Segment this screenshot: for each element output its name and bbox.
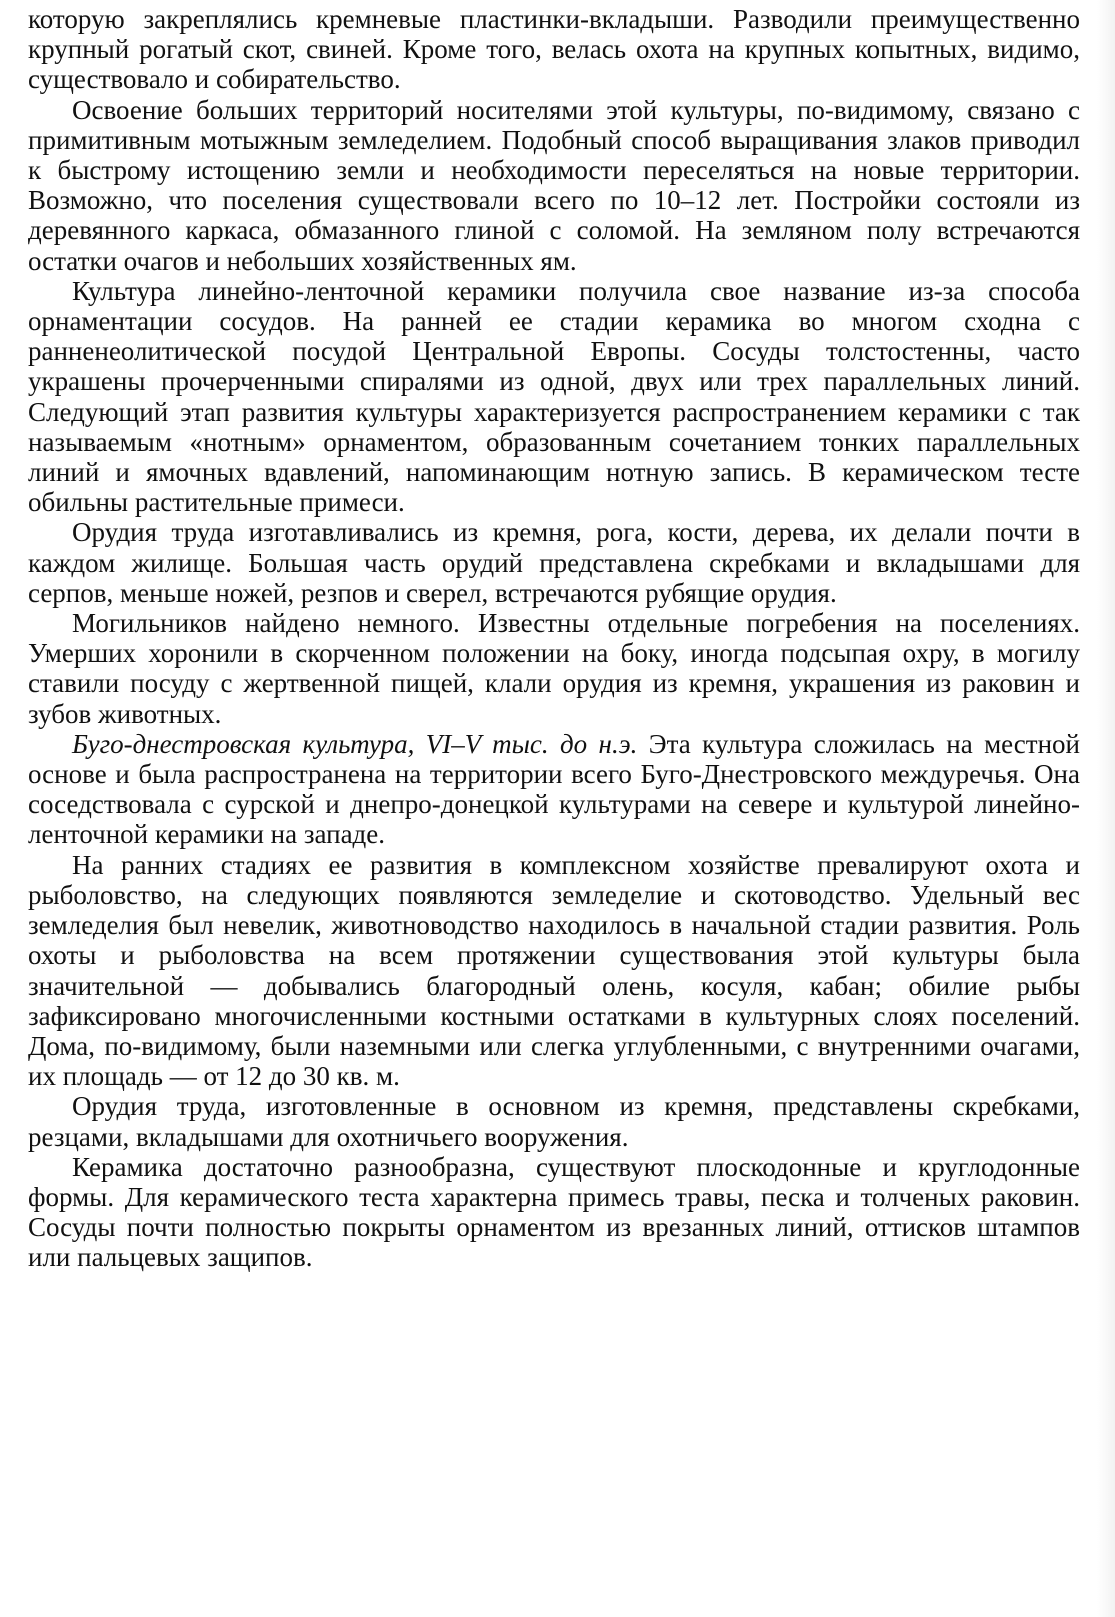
page-edge-shadow: [1097, 0, 1115, 1617]
paragraph-5-text: Могильников найдено немного. Известны отдельные погребения на поселениях. Умерших хоронили в скорченном положении на боку, иногда подсыпая охру, в могилу ставили посуду с жертвенной пищей, клали орудия из кремня, украшения из раковин и зубов животных.: [28, 608, 1080, 729]
paragraph-9: [28, 1152, 1080, 1273]
paragraph-8: [28, 1091, 1080, 1151]
paragraph-6: [28, 729, 1080, 850]
document-page: [28, 4, 1080, 1604]
paragraph-2: [28, 95, 1080, 276]
paragraph-2-text: Освоение больших территорий носителями этой культуры, по-видимому, связано с примитивным мотыжным земледелием. Подобный способ выращивания злаков приводил к быстрому истощению земли и необходимости переселяться на новые территории. Возможно, что поселения существовали всего по 10–12 лет. Постройки состояли из деревянного каркаса, обмазанного глиной с соломой. На земляном полу встречаются остатки очагов и небольших хозяйственных ям.: [28, 94, 1080, 276]
paragraph-8-text: Орудия труда, изготовленные в основном из кремня, представлены скребками, резцами, вкладышами для охотничьего вооружения.: [28, 1091, 1080, 1152]
paragraph-3: [28, 276, 1080, 518]
paragraph-4-text: Орудия труда изготавливались из кремня, рога, кости, дерева, их делали почти в каждом жилище. Большая часть орудий представлена скребками и вкладышами для серпов, меньше ножей, резпов и сверел, встречаются рубящие орудия.: [28, 517, 1080, 608]
section-lead-heading: Буго-днестровская культура, VI–V тыс. до н.э.: [72, 728, 638, 759]
paragraph-3-text: Культура линейно-ленточной керамики получила свое название из-за способа орнаментации сосудов. На ранней ее стадии керамика во многом сходна с ранненеолитической посудой Центральной Европы. Сосуды толстостенны, часто украшены прочерченными спиралями из одной, двух или трех параллельных линий. Следующий этап развития культуры характеризуется распространением керамики с так называемым «нотным» орнаментом, образованным сочетанием тонких параллельных линий и ямочных вдавлений, напоминающим нотную запись. В керамическом тесте обильны растительные примеси.: [28, 275, 1080, 518]
paragraph-7-text: На ранних стадиях ее развития в комплексном хозяйстве превалируют охота и рыболовство, на следующих появляются земледелие и скотоводство. Удельный вес земледелия был невелик, животноводство находилось в начальной стадии развития. Роль охоты и рыболовства на всем протяжении существования этой культуры была значительной — добывались благородный олень, косуля, кабан; обилие рыбы зафиксировано многочисленными костными остатками в культурных слоях поселений. Дома, по-видимому, были наземными или слегка углубленными, с внутренними очагами, их площадь — от 12 до 30 кв. м.: [28, 849, 1080, 1092]
paragraph-7: [28, 850, 1080, 1092]
paragraph-6-text: Эта культура сложилась на местной основе и была распространена на территории всего Буго-Днестровского междуречья. Она соседствовала с сурской и днепро-донецкой культурами на севере и культурой линейно-ленточной керамики на западе.: [28, 728, 1080, 850]
paragraph-1-text: которую закреплялись кремневые пластинки-вкладыши. Разводили преимущественно крупный рогатый скот, свиней. Кроме того, велась охота на крупных копытных, видимо, существовало и собирательство.: [28, 4, 1080, 95]
paragraph-9-text: Керамика достаточно разнообразна, существуют плоскодонные и круглодонные формы. Для керамического теста характерна примесь травы, песка и толченых раковин. Сосуды почти полностью покрыты орнаментом из врезанных линий, оттисков штампов или пальцевых защипов.: [28, 1151, 1080, 1273]
paragraph-1: [28, 4, 1080, 95]
paragraph-4: [28, 517, 1080, 608]
paragraph-5: [28, 608, 1080, 729]
